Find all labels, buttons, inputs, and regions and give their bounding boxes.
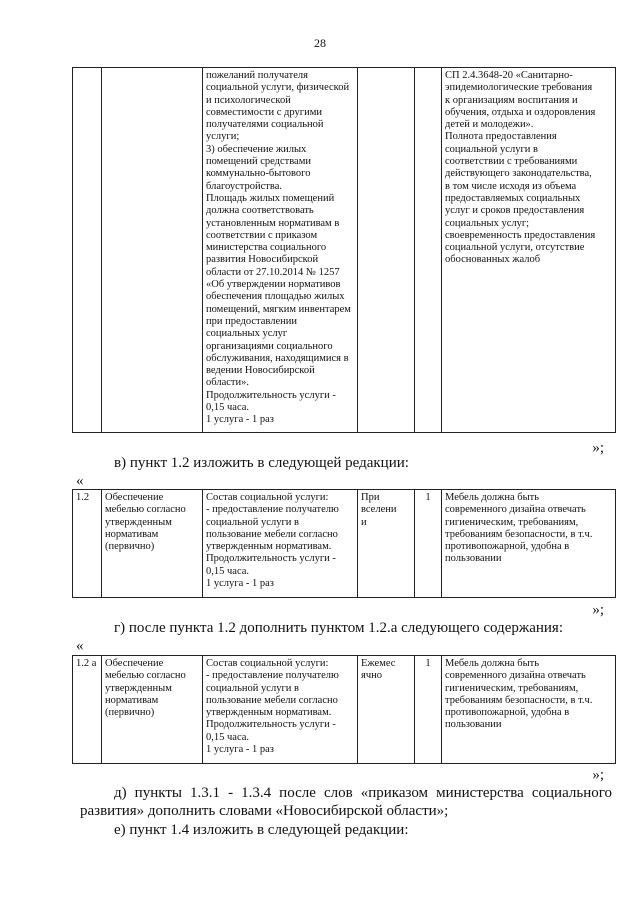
cell-line: министерства социального [206,242,327,254]
cell-line: обоснованных жалоб [445,254,541,266]
cell-line: эпидемиологические требования [445,82,593,94]
cell-line: должна соответствовать [206,205,314,217]
cell-line: к организациям воспитания и [445,94,578,106]
t1-num-cell [73,68,102,433]
cell-line: Обеспечение [105,658,164,669]
cell-line: помещений средствами [206,156,311,168]
cell-line: пользование мебели согласно [206,694,338,706]
cell-line: социальных услуг; [445,217,530,229]
cell-line: 1 услуга - 1 раз [206,578,274,590]
cell-line: обучения, отдыха и оздоровления [445,106,596,118]
paragraph-g: г) после пункта 1.2 дополнить пунктом 1.2.а следующего содержания: [114,620,563,636]
t1-period-cell [358,68,415,433]
t3-name-cell [102,656,203,764]
table-item-1-2a [72,655,616,764]
cell-line: требованиям безопасности, в т.ч. [445,528,593,540]
cell-line: утвержденным [105,516,172,528]
table-item-1-2 [72,489,616,598]
cell-line: социальной услуги в [206,516,299,528]
cell-line: пользовании [445,719,502,731]
cell-line: установленным нормативам в [206,217,340,229]
cell-line: социальной услуги в [206,682,299,694]
closing-quote-2: »; [592,602,604,618]
cell-line: 1 услуга - 1 раз [206,414,274,426]
cell-line: Мебель должна быть [445,658,540,669]
cell-line: Обеспечение [105,492,164,503]
cell-line: «Об утверждении нормативов [206,279,341,291]
cell-line: ведении Новосибирской [206,365,315,377]
cell-line: (первично) [105,707,155,719]
cell-line: Полнота предоставления [445,131,557,143]
cell-line: социальной услуги, отсутствие [445,242,585,254]
cell-line: - предоставление получателю [206,504,339,516]
cell-line: Продолжительность услуги - [206,389,336,401]
opening-quote-2: « [76,638,84,654]
cell-line: мебелью согласно [105,504,186,516]
cell-line: в том числе исходя из объема [445,180,577,192]
opening-quote-1: « [76,473,84,489]
cell-line: современного дизайна отвечать [445,504,586,516]
cell-line: обслуживания, находящимися в [206,352,349,364]
t3-period-cell [358,656,415,764]
cell-line: помещений, мягким инвентарем [206,303,351,315]
cell-line: нормативам [105,528,159,540]
cell-line: 0,15 часа. [206,565,250,577]
cell-line: услуг и сроков предоставления [445,205,585,217]
cell-line: развития Новосибирской [206,254,319,266]
cell-line: области». [206,377,249,389]
cell-line: гигиеническим, требованиям, [445,516,579,528]
cell-line: вселени [361,504,397,516]
t1-name-cell [102,68,203,433]
cell-line: - предоставление получателю [206,670,339,682]
t2-name-cell [102,490,203,598]
cell-line: противопожарной, удобна в [445,541,570,553]
cell-line: и [361,516,367,528]
cell-line: 1 услуга - 1 раз [206,744,274,756]
cell-line: СП 2.4.3648-20 «Санитарно- [445,70,573,81]
t3-content-cell [203,656,358,764]
table-continuation [72,67,616,433]
t1-count-cell [415,68,442,433]
cell-line: нормативам [105,694,159,706]
cell-line: утвержденным нормативам. [206,707,332,719]
cell-line: утвержденным нормативам. [206,541,332,553]
cell-line: предоставляемых социальных [445,192,581,204]
cell-line: организациями социального [206,340,333,352]
cell-line: детей и молодежи». [445,119,534,131]
t3-quality-cell [442,656,616,764]
cell-line: Состав социальной услуги: [206,658,329,669]
cell-line: и психологической [206,94,291,106]
t3-count-cell: 1 [415,656,442,764]
t2-num-cell: 1.2 [73,490,102,598]
cell-line: Площадь жилых помещений [206,192,335,204]
cell-line: действующего законодательства, [445,168,592,180]
cell-line: совместимости с другими [206,106,322,118]
cell-line: (первично) [105,541,155,553]
cell-line: ячно [361,670,382,682]
cell-line: 0,15 часа. [206,731,250,743]
cell-line: услуги; [206,131,240,143]
t1-content-cell [203,68,358,433]
cell-line: пользовании [445,553,502,565]
cell-line: получателями социальной [206,119,324,131]
paragraph-e: е) пункт 1.4 изложить в следующей редакции: [114,822,409,838]
cell-line: соответствии с требованиями [445,156,578,168]
cell-line: Состав социальной услуги: [206,492,329,503]
cell-line: При [361,492,380,503]
cell-line: гигиеническим, требованиям, [445,682,579,694]
cell-line: Ежемес [361,658,396,669]
cell-line: Продолжительность услуги - [206,719,336,731]
cell-line: Продолжительность услуги - [206,553,336,565]
cell-line: пожеланий получателя [206,70,308,81]
cell-line: утвержденным [105,682,172,694]
t2-period-cell [358,490,415,598]
cell-line: коммунально-бытового [206,168,311,180]
cell-line: социальной услуги, физической [206,82,350,94]
cell-line: соответствии с приказом [206,229,318,241]
t2-quality-cell [442,490,616,598]
cell-line: Мебель должна быть [445,492,540,503]
cell-line: мебелью согласно [105,670,186,682]
paragraph-d: д) пункты 1.3.1 - 1.3.4 после слов «приказом министерства социального развития» дополнить словами «Новосибирской области»; [80,785,612,819]
cell-line: при предоставлении [206,315,297,327]
t3-num-cell: 1.2 а [73,656,102,764]
cell-line: социальной услуги в [445,143,538,155]
cell-line: обеспечения площадью жилых [206,291,345,303]
t1-quality-cell [442,68,616,433]
cell-line: требованиям безопасности, в т.ч. [445,694,593,706]
page-number: 28 [314,36,326,50]
paragraph-v: в) пункт 1.2 изложить в следующей редакции: [114,455,409,471]
cell-line: пользование мебели согласно [206,528,338,540]
cell-line: 0,15 часа. [206,402,250,414]
cell-line: 3) обеспечение жилых [206,143,307,155]
t2-content-cell [203,490,358,598]
cell-line: своевременность предоставления [445,229,596,241]
cell-line: области от 27.10.2014 № 1257 [206,266,340,278]
t2-count-cell: 1 [415,490,442,598]
cell-line: современного дизайна отвечать [445,670,586,682]
cell-line: противопожарной, удобна в [445,707,570,719]
closing-quote-1: »; [592,440,604,456]
cell-line: социальных услуг [206,328,288,340]
closing-quote-3: »; [592,767,604,783]
cell-line: благоустройства. [206,180,282,192]
